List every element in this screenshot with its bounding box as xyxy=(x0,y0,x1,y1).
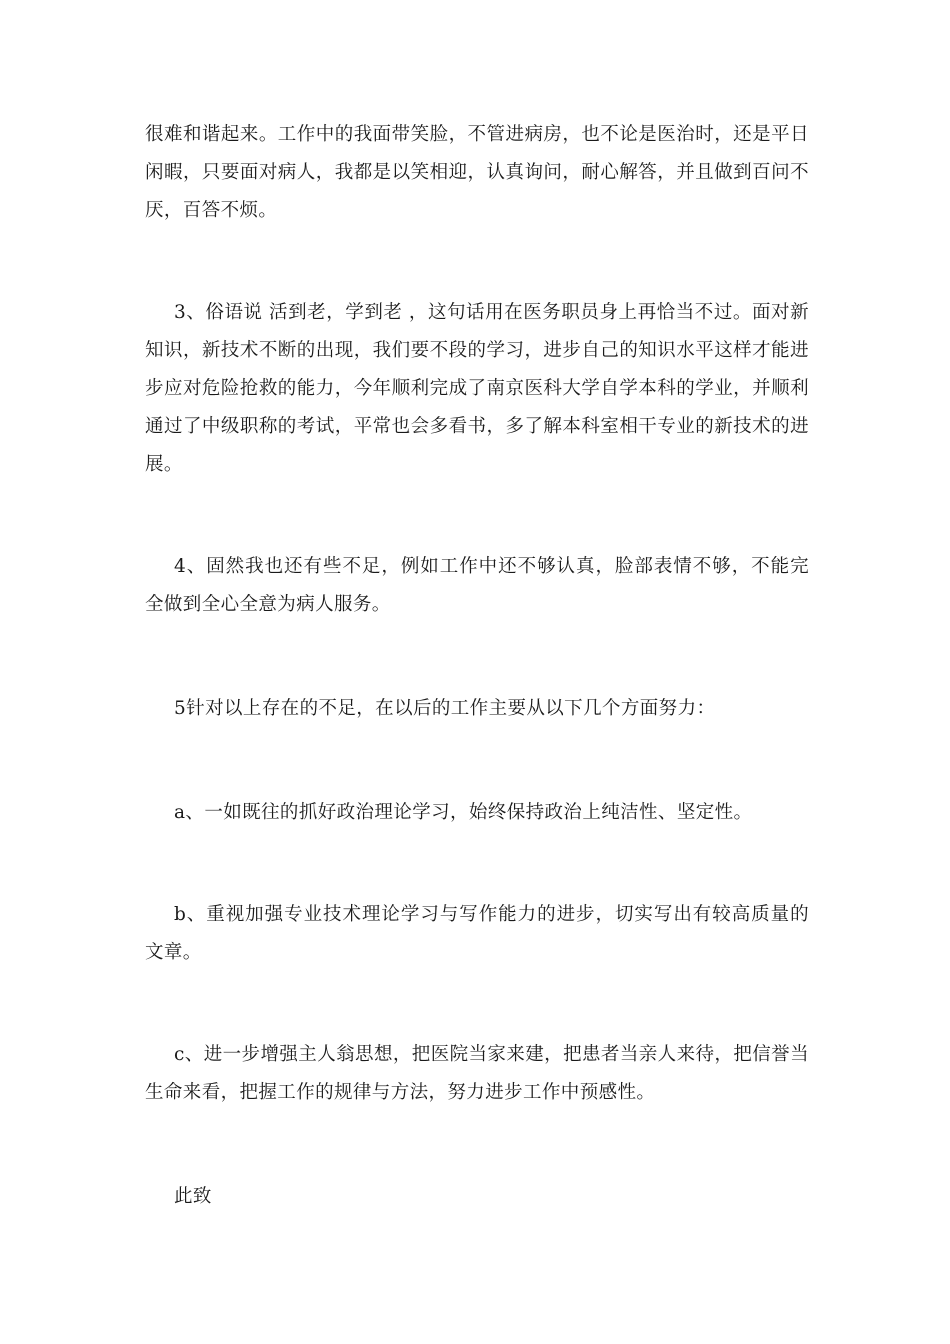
closing-salutation: 此致 xyxy=(174,1186,212,1207)
paragraph-patient-attitude: 很难和谐起来。工作中的我面带笑脸，不管进病房，也不论是医治时，还是平日闲暇，只要面对病人，我都是以笑相迎，认真询问，耐心解答，并且做到百问不厌，百答不烦。 xyxy=(145,124,809,221)
paragraph-item-3-learning: 3、俗语说 活到老，学到老 ，这句话用在医务职员身上再恰当不过。面对新知识，新技术不断的出现，我们要不段的学习，进步自己的知识水平这样才能进步应对危险抢救的能力，今年顺利完成了南京医科大学自学本科的学业，并顺利通过了中级职称的考试，平常也会多看书，多了解本科室相干专业的新技术的进展。 xyxy=(145,302,809,475)
paragraph-item-5-improvements: 5针对以上存在的不足，在以后的工作主要从以下几个方面努力： xyxy=(174,698,716,719)
paragraph-item-4-shortcomings: 4、固然我也还有些不足，例如工作中还不够认真，脸部表情不够，不能完全做到全心全意为病人服务。 xyxy=(145,556,809,615)
paragraph-item-c: c、进一步增强主人翁思想，把医院当家来建，把患者当亲人来待，把信誉当生命来看，把握工作的规律与方法，努力进步工作中预感性。 xyxy=(145,1044,809,1103)
paragraph-item-b: b、重视加强专业技术理论学习与写作能力的进步，切实写出有较高质量的文章。 xyxy=(145,904,809,963)
paragraph-item-a: a、一如既往的抓好政治理论学习，始终保持政治上纯洁性、坚定性。 xyxy=(174,802,753,823)
